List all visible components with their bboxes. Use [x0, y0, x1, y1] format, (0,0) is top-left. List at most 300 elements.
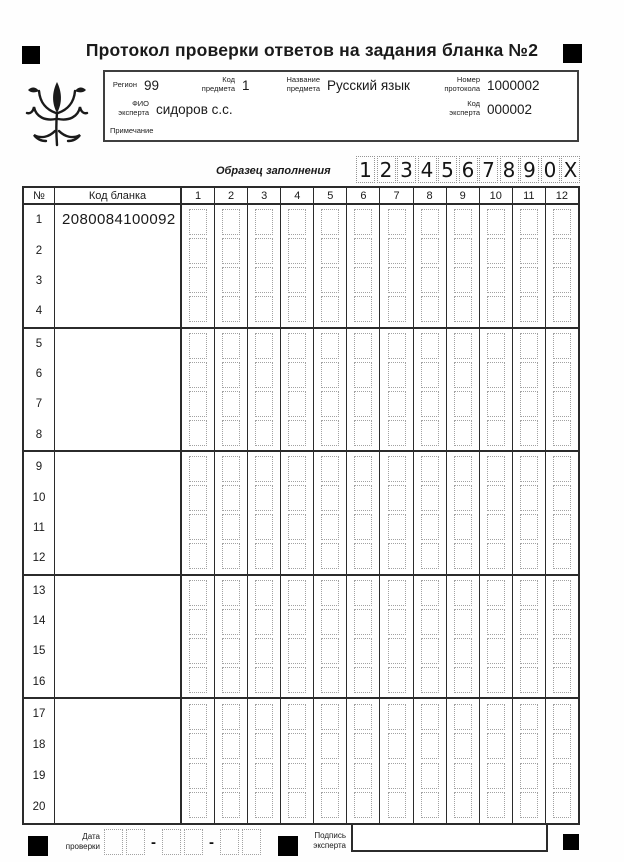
answer-box[interactable] — [421, 485, 439, 511]
answer-box[interactable] — [222, 238, 240, 264]
answer-box[interactable] — [520, 580, 538, 606]
answer-box[interactable] — [553, 456, 571, 482]
answer-box[interactable] — [553, 296, 571, 322]
answer-box[interactable] — [553, 667, 571, 693]
answer-box[interactable] — [388, 763, 406, 789]
blank-code-cell[interactable]: 2080084100092 — [54, 205, 180, 327]
answer-box[interactable] — [189, 333, 207, 359]
answer-box[interactable] — [354, 580, 372, 606]
answer-box[interactable] — [189, 733, 207, 759]
answer-box[interactable] — [255, 543, 273, 569]
answer-box[interactable] — [354, 763, 372, 789]
answer-box[interactable] — [288, 391, 306, 417]
answer-column — [180, 205, 214, 327]
answer-box[interactable] — [553, 543, 571, 569]
answer-box[interactable] — [388, 609, 406, 635]
answer-box[interactable] — [454, 391, 472, 417]
answer-box[interactable] — [553, 514, 571, 540]
answer-box[interactable] — [520, 514, 538, 540]
answer-box[interactable] — [553, 267, 571, 293]
answer-box[interactable] — [487, 704, 505, 730]
answer-box[interactable] — [454, 667, 472, 693]
answer-box[interactable] — [321, 704, 339, 730]
answer-box[interactable] — [454, 704, 472, 730]
answer-box[interactable] — [487, 485, 505, 511]
answer-box[interactable] — [222, 609, 240, 635]
answer-box[interactable] — [553, 733, 571, 759]
answer-box[interactable] — [487, 763, 505, 789]
answer-box[interactable] — [189, 580, 207, 606]
row-number: 12 — [32, 552, 46, 565]
answer-box[interactable] — [454, 362, 472, 388]
answer-box[interactable] — [388, 667, 406, 693]
answer-box[interactable] — [487, 733, 505, 759]
answer-column — [247, 329, 280, 451]
answer-box[interactable] — [222, 296, 240, 322]
answer-box[interactable] — [421, 514, 439, 540]
answer-box[interactable] — [487, 638, 505, 664]
answer-column — [479, 576, 512, 698]
answer-box[interactable] — [553, 580, 571, 606]
protocol-number-value[interactable]: 1000002 — [487, 77, 540, 93]
answer-box[interactable] — [421, 580, 439, 606]
answer-box[interactable] — [255, 238, 273, 264]
answer-box[interactable] — [454, 514, 472, 540]
answer-box[interactable] — [454, 543, 472, 569]
answer-box[interactable] — [222, 733, 240, 759]
answer-box[interactable] — [321, 514, 339, 540]
answer-box[interactable] — [222, 704, 240, 730]
answer-box[interactable] — [222, 485, 240, 511]
answer-box[interactable] — [421, 238, 439, 264]
answer-box[interactable] — [520, 333, 538, 359]
answer-box[interactable] — [222, 420, 240, 446]
answer-box[interactable] — [321, 456, 339, 482]
answer-box[interactable] — [487, 267, 505, 293]
answer-box[interactable] — [189, 296, 207, 322]
answer-box[interactable] — [189, 667, 207, 693]
answer-box[interactable] — [487, 609, 505, 635]
blank-code-cell[interactable] — [54, 452, 180, 574]
answer-box[interactable] — [354, 704, 372, 730]
answer-box[interactable] — [421, 456, 439, 482]
answer-box[interactable] — [354, 514, 372, 540]
answer-box[interactable] — [354, 209, 372, 235]
answer-box[interactable] — [553, 638, 571, 664]
expert-code-label: Код эксперта — [449, 99, 480, 117]
answer-box[interactable] — [454, 209, 472, 235]
answer-column — [512, 452, 545, 574]
answer-box[interactable] — [487, 456, 505, 482]
answer-box[interactable] — [388, 485, 406, 511]
answer-block — [24, 205, 578, 329]
answer-box[interactable] — [454, 296, 472, 322]
answer-box[interactable] — [454, 763, 472, 789]
answer-box[interactable] — [189, 792, 207, 818]
answer-box[interactable] — [354, 456, 372, 482]
answer-box[interactable] — [487, 420, 505, 446]
answer-box[interactable] — [421, 333, 439, 359]
answer-box[interactable] — [255, 580, 273, 606]
answer-box[interactable] — [487, 667, 505, 693]
subject-name-value[interactable]: Русский язык — [327, 77, 410, 93]
answer-box[interactable] — [553, 792, 571, 818]
answer-box[interactable] — [255, 420, 273, 446]
answer-box[interactable] — [487, 391, 505, 417]
answer-box[interactable] — [354, 733, 372, 759]
answer-box[interactable] — [487, 209, 505, 235]
answer-box[interactable] — [553, 391, 571, 417]
expert-signature-box[interactable] — [351, 823, 548, 852]
answer-box[interactable] — [255, 362, 273, 388]
answer-column — [247, 699, 280, 823]
answer-box[interactable] — [255, 267, 273, 293]
answer-column — [379, 329, 412, 451]
blank-code-cell[interactable] — [54, 699, 180, 823]
answer-box[interactable] — [189, 485, 207, 511]
answer-box[interactable] — [354, 485, 372, 511]
answer-box[interactable] — [487, 514, 505, 540]
answer-box[interactable] — [222, 209, 240, 235]
answer-box[interactable] — [487, 792, 505, 818]
answer-box[interactable] — [388, 333, 406, 359]
answer-box[interactable] — [354, 362, 372, 388]
answer-box[interactable] — [321, 485, 339, 511]
answer-box[interactable] — [189, 209, 207, 235]
expert-name-value[interactable]: сидоров с.с. — [156, 101, 233, 117]
answer-box[interactable] — [255, 667, 273, 693]
answer-box[interactable] — [255, 296, 273, 322]
answer-box[interactable] — [388, 638, 406, 664]
answer-box[interactable] — [288, 296, 306, 322]
answer-box[interactable] — [388, 391, 406, 417]
answer-box[interactable] — [454, 420, 472, 446]
answer-box[interactable] — [321, 580, 339, 606]
answer-box[interactable] — [553, 763, 571, 789]
answer-box[interactable] — [454, 485, 472, 511]
answer-box[interactable] — [388, 209, 406, 235]
answer-column-header: 12 — [545, 188, 578, 203]
answer-box[interactable] — [487, 333, 505, 359]
expert-code-field — [443, 100, 532, 118]
answer-box[interactable] — [354, 792, 372, 818]
answer-box[interactable] — [255, 391, 273, 417]
answer-box[interactable] — [321, 362, 339, 388]
answer-box[interactable] — [421, 543, 439, 569]
answer-column — [313, 205, 346, 327]
answer-box[interactable] — [388, 514, 406, 540]
answer-box[interactable] — [222, 580, 240, 606]
answer-box[interactable] — [520, 638, 538, 664]
answer-box[interactable] — [189, 514, 207, 540]
answer-box[interactable] — [421, 296, 439, 322]
answer-column-header: 5 — [313, 188, 346, 203]
answer-box[interactable] — [487, 580, 505, 606]
answer-box[interactable] — [189, 609, 207, 635]
answer-box[interactable] — [354, 267, 372, 293]
answer-box[interactable] — [354, 333, 372, 359]
answer-box[interactable] — [222, 763, 240, 789]
answer-box[interactable] — [255, 609, 273, 635]
answer-box[interactable] — [421, 362, 439, 388]
answer-box[interactable] — [520, 704, 538, 730]
answer-box[interactable] — [520, 267, 538, 293]
answer-box[interactable] — [222, 456, 240, 482]
answer-box[interactable] — [354, 296, 372, 322]
answer-box[interactable] — [421, 733, 439, 759]
answer-box[interactable] — [520, 209, 538, 235]
answer-box[interactable] — [288, 667, 306, 693]
answer-box[interactable] — [487, 543, 505, 569]
answer-box[interactable] — [288, 485, 306, 511]
answer-box[interactable] — [553, 333, 571, 359]
answer-box[interactable] — [520, 609, 538, 635]
answer-box[interactable] — [520, 362, 538, 388]
answer-box[interactable] — [222, 267, 240, 293]
answer-box[interactable] — [255, 733, 273, 759]
answer-box[interactable] — [321, 296, 339, 322]
row-number: 17 — [32, 708, 46, 721]
answer-box[interactable] — [288, 704, 306, 730]
sample-digit-cell: X — [561, 156, 580, 183]
blank-code-cell[interactable] — [54, 329, 180, 451]
answer-box[interactable] — [454, 238, 472, 264]
date-digit-box[interactable] — [184, 829, 203, 855]
answer-box[interactable] — [354, 667, 372, 693]
answer-box[interactable] — [255, 704, 273, 730]
answer-box[interactable] — [354, 543, 372, 569]
answer-box[interactable] — [288, 514, 306, 540]
answer-box[interactable] — [454, 792, 472, 818]
answer-box[interactable] — [321, 609, 339, 635]
answer-box[interactable] — [288, 792, 306, 818]
answer-column — [346, 205, 379, 327]
answer-box[interactable] — [553, 704, 571, 730]
answer-box[interactable] — [288, 638, 306, 664]
answer-box[interactable] — [553, 362, 571, 388]
answer-box[interactable] — [388, 362, 406, 388]
answer-box[interactable] — [520, 420, 538, 446]
answer-column — [446, 699, 479, 823]
answer-box[interactable] — [388, 580, 406, 606]
date-digit-box[interactable] — [220, 829, 239, 855]
answer-box[interactable] — [288, 763, 306, 789]
answer-box[interactable] — [321, 238, 339, 264]
answer-box[interactable] — [189, 420, 207, 446]
answer-box[interactable] — [222, 362, 240, 388]
answer-box[interactable] — [553, 238, 571, 264]
answer-box[interactable] — [288, 420, 306, 446]
answer-box[interactable] — [255, 792, 273, 818]
answer-box[interactable] — [189, 543, 207, 569]
answer-box[interactable] — [354, 391, 372, 417]
answer-box[interactable] — [520, 456, 538, 482]
answer-column-header: 11 — [512, 188, 545, 203]
date-digit-box[interactable] — [242, 829, 261, 855]
answer-box[interactable] — [487, 238, 505, 264]
answer-box[interactable] — [487, 296, 505, 322]
answers-table — [22, 186, 580, 825]
answer-box[interactable] — [520, 485, 538, 511]
date-digit-box[interactable] — [104, 829, 123, 855]
answer-box[interactable] — [520, 391, 538, 417]
answer-box[interactable] — [520, 543, 538, 569]
answer-box[interactable] — [288, 609, 306, 635]
answer-box[interactable] — [421, 267, 439, 293]
answer-box[interactable] — [520, 763, 538, 789]
answer-column — [180, 329, 214, 451]
answer-box[interactable] — [520, 296, 538, 322]
answer-box[interactable] — [222, 333, 240, 359]
answer-box[interactable] — [321, 638, 339, 664]
answer-box[interactable] — [222, 792, 240, 818]
answer-box[interactable] — [421, 763, 439, 789]
answer-box[interactable] — [553, 209, 571, 235]
answer-box[interactable] — [421, 609, 439, 635]
answer-box[interactable] — [288, 267, 306, 293]
date-digit-box[interactable] — [162, 829, 181, 855]
answer-box[interactable] — [454, 333, 472, 359]
answer-box[interactable] — [288, 209, 306, 235]
answer-box[interactable] — [189, 763, 207, 789]
answer-box[interactable] — [288, 580, 306, 606]
answer-box[interactable] — [553, 420, 571, 446]
answer-box[interactable] — [189, 704, 207, 730]
answer-box[interactable] — [222, 638, 240, 664]
answer-column — [379, 452, 412, 574]
row-number: 11 — [33, 521, 45, 534]
answer-box[interactable] — [222, 514, 240, 540]
row-number: 2 — [35, 244, 43, 257]
answer-box[interactable] — [189, 456, 207, 482]
answer-box[interactable] — [288, 733, 306, 759]
answer-box[interactable] — [354, 638, 372, 664]
answer-box[interactable] — [520, 667, 538, 693]
answer-column — [479, 452, 512, 574]
region-value[interactable]: 99 — [144, 77, 160, 93]
answer-box[interactable] — [189, 267, 207, 293]
answer-box[interactable] — [321, 209, 339, 235]
answer-box[interactable] — [189, 238, 207, 264]
answer-box[interactable] — [454, 638, 472, 664]
answer-box[interactable] — [321, 667, 339, 693]
answer-box[interactable] — [553, 609, 571, 635]
date-digit-box[interactable] — [126, 829, 145, 855]
answer-box[interactable] — [321, 267, 339, 293]
answer-box[interactable] — [520, 792, 538, 818]
answer-box[interactable] — [421, 704, 439, 730]
answer-box[interactable] — [255, 333, 273, 359]
answer-box[interactable] — [354, 609, 372, 635]
answer-box[interactable] — [388, 733, 406, 759]
answer-box[interactable] — [421, 420, 439, 446]
answer-column — [214, 205, 247, 327]
answer-box[interactable] — [421, 638, 439, 664]
answer-box[interactable] — [421, 792, 439, 818]
answer-box[interactable] — [321, 333, 339, 359]
answer-box[interactable] — [421, 391, 439, 417]
answer-box[interactable] — [321, 420, 339, 446]
answer-column — [479, 329, 512, 451]
expert-code-value[interactable]: 000002 — [487, 101, 533, 117]
answer-box[interactable] — [255, 763, 273, 789]
subject-code-value[interactable]: 1 — [242, 77, 250, 93]
answer-box[interactable] — [321, 391, 339, 417]
answer-box[interactable] — [321, 733, 339, 759]
row-number-column — [24, 205, 54, 327]
answer-box[interactable] — [222, 667, 240, 693]
answer-box[interactable] — [388, 420, 406, 446]
answer-box[interactable] — [388, 792, 406, 818]
answer-box[interactable] — [388, 238, 406, 264]
answer-box[interactable] — [454, 456, 472, 482]
answer-box[interactable] — [421, 209, 439, 235]
subject-code-field — [189, 76, 250, 94]
answer-box[interactable] — [421, 667, 439, 693]
answer-box[interactable] — [288, 456, 306, 482]
answer-column — [346, 576, 379, 698]
answer-column-header: 7 — [379, 188, 412, 203]
answer-column — [214, 329, 247, 451]
row-number: 15 — [32, 645, 46, 658]
answer-box[interactable] — [388, 543, 406, 569]
answer-block — [24, 576, 578, 700]
answer-box[interactable] — [388, 704, 406, 730]
answer-column — [413, 699, 446, 823]
fill-sample-label: Образец заполнения — [216, 165, 331, 177]
answer-box[interactable] — [388, 267, 406, 293]
answer-box[interactable] — [454, 267, 472, 293]
answer-box[interactable] — [454, 580, 472, 606]
answer-box[interactable] — [255, 456, 273, 482]
answer-box[interactable] — [454, 609, 472, 635]
answer-box[interactable] — [222, 543, 240, 569]
answer-box[interactable] — [189, 638, 207, 664]
answer-box[interactable] — [520, 238, 538, 264]
answer-column — [446, 205, 479, 327]
answer-box[interactable] — [189, 362, 207, 388]
answer-box[interactable] — [189, 391, 207, 417]
answer-box[interactable] — [288, 362, 306, 388]
answer-box[interactable] — [321, 792, 339, 818]
answer-box[interactable] — [288, 238, 306, 264]
answer-box[interactable] — [288, 333, 306, 359]
answer-block — [24, 452, 578, 576]
answer-box[interactable] — [321, 543, 339, 569]
answer-box[interactable] — [255, 638, 273, 664]
blank-code-cell[interactable] — [54, 576, 180, 698]
answer-box[interactable] — [255, 514, 273, 540]
answer-box[interactable] — [388, 296, 406, 322]
answer-box[interactable] — [487, 362, 505, 388]
answer-box[interactable] — [454, 733, 472, 759]
answer-box[interactable] — [255, 485, 273, 511]
sample-digit-cell: 4 — [418, 156, 437, 183]
answer-column — [280, 329, 313, 451]
answer-box[interactable] — [255, 209, 273, 235]
answer-box[interactable] — [388, 456, 406, 482]
registration-mark-bottom-left-icon — [28, 836, 48, 856]
answer-box[interactable] — [288, 543, 306, 569]
answer-box[interactable] — [354, 238, 372, 264]
answer-box[interactable] — [321, 763, 339, 789]
answer-box[interactable] — [354, 420, 372, 446]
answer-box[interactable] — [520, 733, 538, 759]
date-separator: - — [151, 833, 156, 851]
answer-box[interactable] — [553, 485, 571, 511]
answer-box[interactable] — [222, 391, 240, 417]
sample-digit-cell: 5 — [438, 156, 457, 183]
